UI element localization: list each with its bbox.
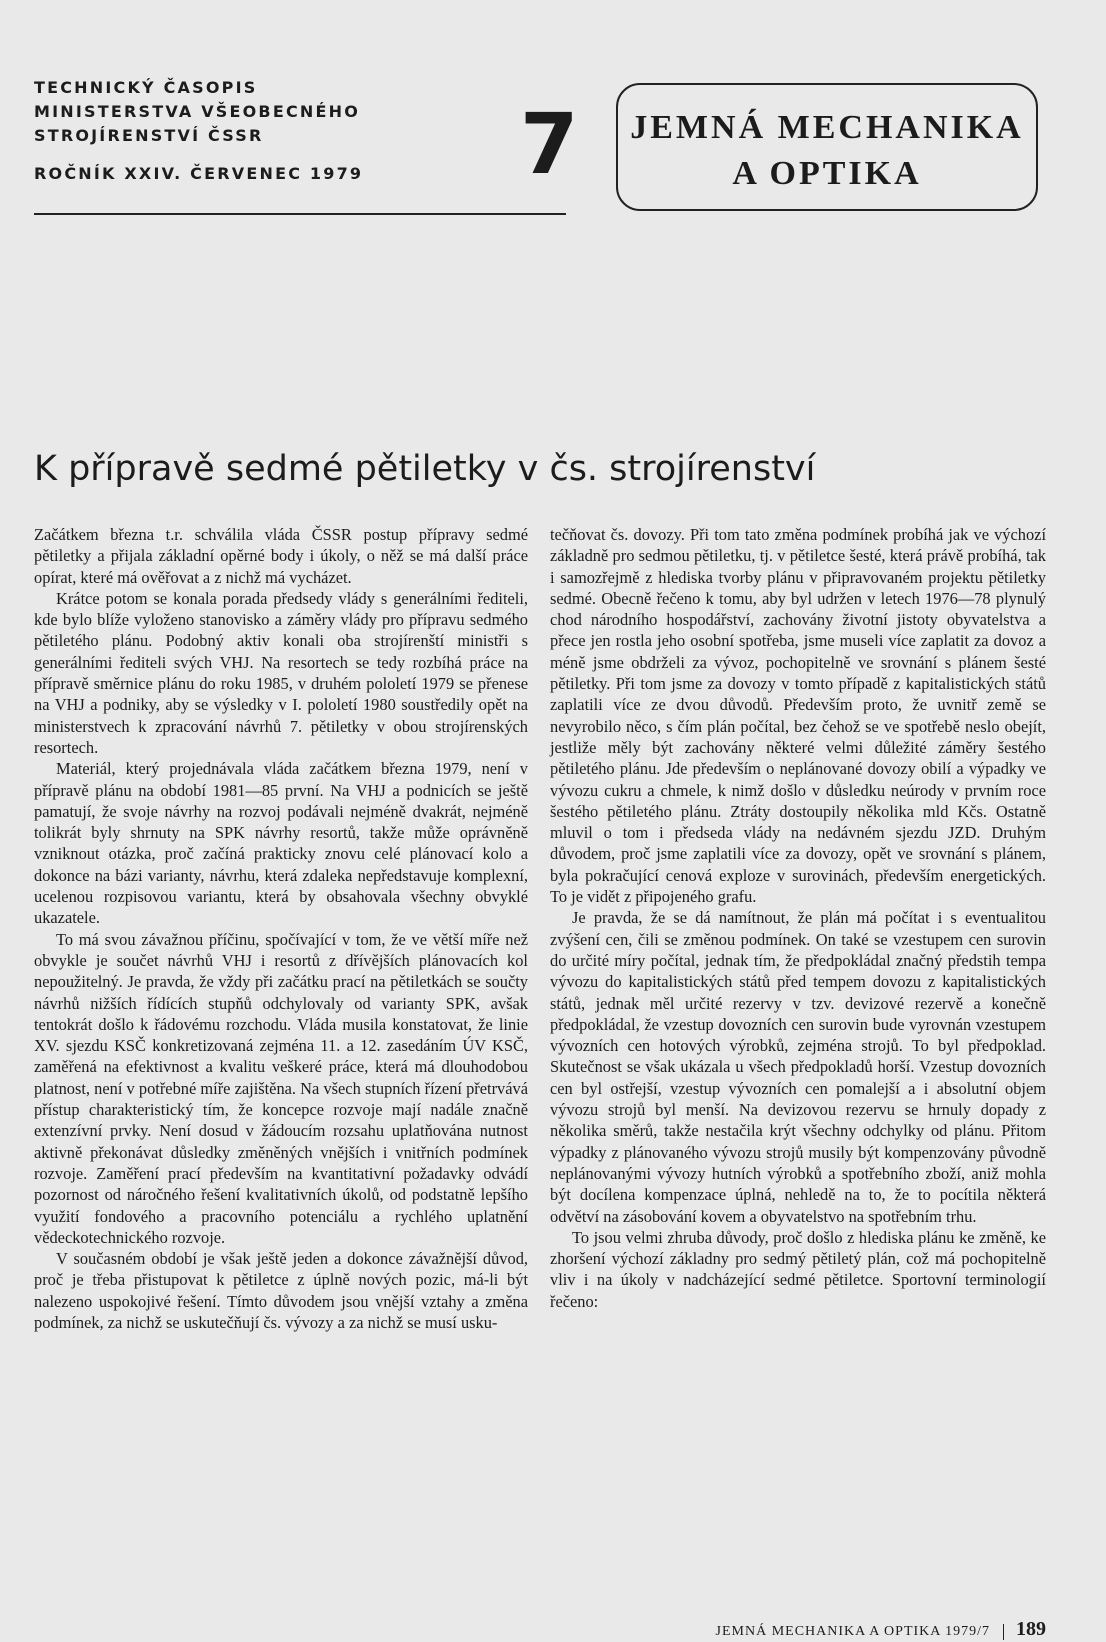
masthead [34, 76, 564, 186]
journal-title-line-1: JEMNÁ MECHANIKA [630, 109, 1024, 146]
article-column-right [550, 524, 1046, 1312]
article-headline: K přípravě sedmé pětiletky v čs. strojírenství [34, 449, 816, 489]
issue-number: 7 [520, 95, 579, 193]
paragraph: tečňovat čs. dovozy. Při tom tato změna podmínek probíhá jak ve výchozí základně pro sedmou pětiletku, tj. v pětiletce šesté, která právě probíhá, tak i samozřejmě z hlediska tvorby plánu v připravovaném projektu pětiletky sedmé. Obecně řečeno k tomu, aby byl udržen v letech 1976—78 plynulý chod národního hospodářství, zachovány životní jistoty obyvatelstva a přece jen rostla jeho osobní spotřeba, jsme museli více zaplatit za dovoz a méně jsme obdrželi za vývoz, pochopitelně ve srovnání s plánem šesté pětiletky. Při tom jsme za dovozy v tomto případě z kapitalistických států zaplatili více ze dvou důvodů. Především proto, že uvnitř země se nevyrobilo něco, s čím plán počítal, bez čehož se ve spotřebě neslo obejít, jestliže měly být zachovány některé velmi důležité záměry šestého pětiletého plánu. Jde především o neplánované dovozy obilí a výpadky ve vývozu cukru a chmele, k nimž došlo v důsledku neúrody v prvním roce šestého pětiletého plánu. Ztráty dostoupily několika mld Kčs. Ostatně mluvil o tom i předseda vlády na nedávném sjezdu JZD. Druhým důvodem, proč jsme zaplatili více za dovozy, opět ve srovnání s plánem, byla pokračující cenová exploze v surovinách, především energetických. To je vidět z připojeného grafu. [550, 525, 1046, 907]
paragraph: Krátce potom se konala porada předsedy vlády s generálními řediteli, kde bylo blíže vyloženo stanovisko a záměry vlády pro přípravu sedmého pětiletého plánu. Podobný aktiv konali oba strojírenští ministři s generálními řediteli svých VHJ. Na resortech se tedy rozbíhá práce na přípravě směrnice plánu do roku 1985, v druhém pololetí 1979 se přenese na VHJ a podniky, aby se výsledky v I. pololetí 1980 soustředily opět na ministerstvech k zpracování návrhů 7. pětiletky v obou strojírenských resortech. [34, 588, 528, 757]
footer-journal-name: JEMNÁ MECHANIKA A OPTIKA [715, 1624, 941, 1639]
publisher-line-2: MINISTERSTVA VŠEOBECNÉHO [34, 102, 361, 121]
page-number: 189 [1016, 1618, 1046, 1640]
volume-date-line: ROČNÍK XXIV. ČERVENEC 1979 [34, 164, 364, 183]
footer-separator [1003, 1624, 1004, 1640]
paragraph: Je pravda, že se dá namítnout, že plán má počítat i s eventualitou zvýšení cen, čili se změnou podmínek. On také se vzestupem cen surovin do určité míry počítal, jednak tím, že předpokládal značný předstih tempa vývozu do kapitalistických států před tempem dovozu z kapitalistických států, jednak měl určité rezervy v tzv. devizové rezervě a konečně předpokládal, že vzestup dovozních cen surovin bude vyrovnán vzestupem vývozních cen hotových výrobků, zejména strojů. To byl předpoklad. Skutečnost se však ukázala u všech předpokladů horší. Vzestup dovozních cen byl ostřejší, vzestup vývozních cen pomalejší a i absolutní objem vývozu strojů byl menší. Na devizovou rezervu se hrnuly dopady z několika směrů, takže nestačila krýt všechny odchylky od plánu. Přitom výpadky z plánovaného vývozu strojů musily být kompenzovány původně neplánovanými vývozy hutních výrobků a spotřebního zboží, aniž mohla být docílena kompenzace úplná, nehledě na to, že to pocítila některá odvětví na zásobování kovem a obyvatelstvo na spotřebním trhu. [550, 908, 1046, 1226]
journal-title-line-2: A OPTIKA [732, 155, 922, 192]
masthead-rule [34, 213, 566, 215]
paragraph: Začátkem března t.r. schválila vláda ČSSR postup přípravy sedmé pětiletky a přijala základní opěrné body i úkoly, o něž se má další práce opírat, které má ověřovat a z nichž má vycházet. [34, 525, 528, 587]
paragraph: V současném období je však ještě jeden a dokonce závažnější důvod, proč je třeba přistupovat k pětiletce z úplně nových pozic, má-li být nalezeno uspokojivé řešení. Tímto důvodem jsou vnější vztahy a změna podmínek, za nichž se uskutečňují čs. vývozy a za nichž se musí usku- [34, 1249, 528, 1332]
page-footer [700, 1618, 1046, 1642]
publisher-line-1: TECHNICKÝ ČASOPIS [34, 78, 258, 97]
paragraph: Materiál, který projednávala vláda začátkem března 1979, není v přípravě plánu na období 1981—85 první. Na VHJ a podnicích se ještě pamatují, že svoje návrhy na rozvoj podávali nejméně dvakrát, nejméně tolikrát byly shrnuty na SPK návrhy resortů, takže může oprávněně vzniknout otázka, proč začíná prakticky znovu celé plánovací kolo a dokonce na bázi varianty, návrhu, která zdaleka nepředstavuje komplexní, ucelenou rozpisovou variantu, která by obsahovala všechny obvyklé ukazatele. [34, 759, 528, 928]
paragraph: To má svou závažnou příčinu, spočívající v tom, že ve větší míře než obvykle je součet návrhů VHJ i resortů z dřívějších plánovacích kol nepoužitelný. Je pravda, že vždy při začátku prací na pětiletkách se součty návrhů nižších řídících stupňů odchylovaly od varianty SPK, avšak tentokrát došlo k řádovému rozchodu. Vláda musila konstatovat, že linie XV. sjezdu KSČ konkretizovaná zejména 11. a 12. zasedáním ÚV KSČ, zaměřená na efektivnost a kvalitu veškeré práce, která má dlouhodobou platnost, není v potřebné míře zajištěna. Na všech stupních řízení přetrvává přístup charakteristický tím, že koncepce rozvoje mají nadále značně extenzívní prvky. Není dosud v žádoucím rozsahu uplatňována nutnost aktivně překonávat důsledky změněných vnějších i vnitřních podmínek rozvoje. Zaměření prací především na kvantitativní požadavky odvádí pozornost od náročného řešení kvalitativních úkolů, od podstatně lepšího využití fondového a pracovního potenciálu a rychlého uplatnění vědeckotechnického rozvoje. [34, 929, 528, 1247]
paragraph: To jsou velmi zhruba důvody, proč došlo z hlediska plánu ke změně, ke zhoršení výchozí základny pro sedmý pětiletý plán, což má pochopitelně vliv i na úkoly v nadcházející sedmé pětiletce. Sportovní terminologií řečeno: [550, 1227, 1046, 1311]
journal-title-box [616, 83, 1038, 211]
footer-issue: 1979/7 [945, 1624, 990, 1639]
publisher-line-3: STROJÍRENSTVÍ ČSSR [34, 126, 264, 145]
article-column-left [34, 524, 528, 1333]
